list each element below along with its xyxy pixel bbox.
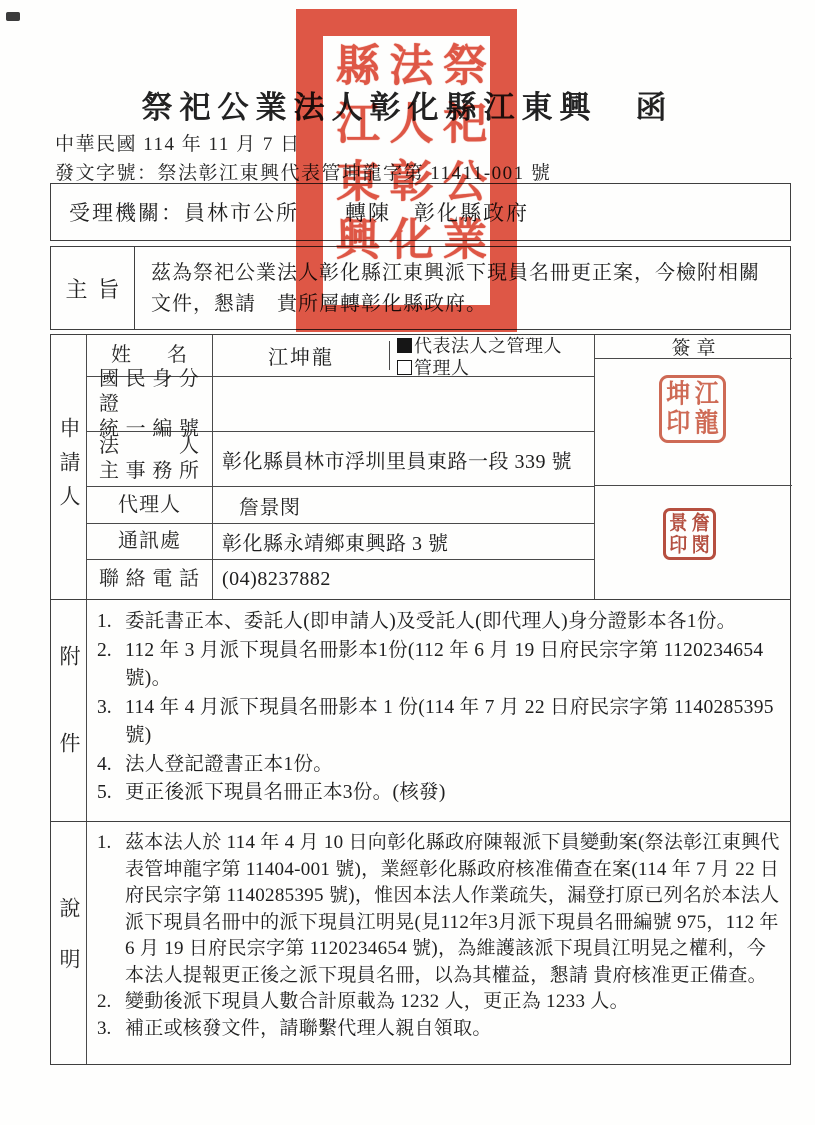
manager-type-option-manager xyxy=(397,358,594,378)
seal-char: 閔 xyxy=(691,534,710,556)
applicant-personal-seal xyxy=(659,375,726,443)
note-item-2 xyxy=(95,989,782,1016)
agent-label: 代理人 xyxy=(118,493,181,516)
seal-char: 龍 xyxy=(694,409,719,438)
manager-type-option-representative-label: 代表法人之管理人 xyxy=(414,335,562,356)
applicant-signature-cell xyxy=(595,359,792,486)
attachment-item-2 xyxy=(95,637,782,694)
table-row-phone xyxy=(87,560,594,599)
subject-text: 茲為祭祀公業法人彰化縣江東興派下現員名冊更正案，今檢附相關文件，懇請 貴所層轉彰化縣政府。 xyxy=(151,262,760,315)
note-item-text: 茲本法人於 114 年 4 月 10 日向彰化縣政府陳報派下員變動案(祭法彰江東興代表管坤龍字第 11404-001 號)，業經彰化縣政府核准備查在案(114 年 7 月 22 日府民宗字第 1140285395 號)，惟因本法人作業疏失，漏登打原已列名於本法人派下現員名冊中的派下現員江明晃(見112年3月派下現員名冊編號 975，112 年 6 月 19 日府民宗字第 1120234654 號)，為維護該派下現員江明晃之權利，今本法人提報更正後之派下現員名冊，以為其權益，懇請 貴府核准更正備查。 xyxy=(125,832,780,986)
name-value-cell xyxy=(213,335,594,376)
attachments-section-label xyxy=(51,645,87,819)
notes-divider-line xyxy=(51,821,790,822)
manager-type-option-representative xyxy=(397,336,594,356)
office-label-line1: 法人 xyxy=(99,435,200,457)
agent-label-cell xyxy=(87,487,213,523)
id-number-label-line1: 國民身分證 xyxy=(99,367,200,415)
phone-label: 聯絡電話 xyxy=(99,568,200,590)
id-number-label-cell xyxy=(87,367,213,440)
attachment-item-text: 112 年 3 月派下現員名冊影本1份(112 年 6 月 19 日府民宗字第 1120234654 號)。 xyxy=(125,639,764,689)
name-value: 江坤龍 xyxy=(213,341,390,370)
document-date: 中華民國 114 年 11 月 7 日 xyxy=(55,134,301,155)
note-item-1 xyxy=(95,830,782,989)
attachment-item-4 xyxy=(95,751,782,780)
attachment-item-text: 114 年 4 月派下現員名冊影本 1 份(114 年 7 月 22 日府民宗字第 1140285395 號) xyxy=(125,696,774,746)
office-label-cell xyxy=(87,432,213,486)
agent-signature-cell xyxy=(595,486,792,599)
id-number-label-line2: 統一編號 xyxy=(99,417,200,440)
note-item-3 xyxy=(95,1016,782,1043)
note-item-text: 補正或核發文件，請聯繫代理人親自領取。 xyxy=(125,1017,492,1039)
seal-char: 詹 xyxy=(691,512,710,534)
phone-value: (04)8237882 xyxy=(222,568,331,590)
manager-type-option-manager-label: 管理人 xyxy=(414,357,470,378)
attachment-item-text: 委託書正本、委託人(即申請人)及受託人(即代理人)身分證影本各1份。 xyxy=(125,611,737,632)
attachment-item-number: 2. xyxy=(97,639,112,661)
seal-column: 法人彰化 xyxy=(382,42,432,274)
table-side-column xyxy=(51,335,87,1064)
receiving-agency-text: 受理機關：員林市公所 轉陳 彰化縣政府 xyxy=(69,201,529,225)
subject-label: 主旨 xyxy=(51,247,135,329)
phone-label-cell xyxy=(87,560,213,599)
checkbox-unchecked-icon xyxy=(397,360,412,375)
seal-char: 景 xyxy=(669,512,688,534)
attachments-section-label-text: 附件 xyxy=(57,645,81,819)
signature-column xyxy=(594,335,792,599)
note-item-number: 2. xyxy=(97,991,112,1012)
note-item-text: 變動後派下現員人數合計原載為 1232 人，更正為 1233 人。 xyxy=(125,991,629,1012)
contact-address-label-cell xyxy=(87,524,213,559)
applicant-info-grid xyxy=(87,335,594,599)
seal-char: 江 xyxy=(694,380,719,409)
document-title: 祭祀公業法人彰化縣江東興 函 xyxy=(141,90,674,125)
signature-header: 簽章 xyxy=(595,335,792,359)
office-value: 彰化縣員林市浮圳里員東路一段 339 號 xyxy=(222,450,572,473)
attachment-item-5 xyxy=(95,779,782,808)
manager-type-cell xyxy=(390,334,594,378)
seal-char: 印 xyxy=(666,409,691,438)
seal-column: 縣江東興 xyxy=(328,42,378,274)
note-item-number: 1. xyxy=(97,832,112,853)
agent-value: 詹景閔 xyxy=(239,496,301,519)
official-seal-script xyxy=(323,36,490,305)
notes-section-label-text: 說明 xyxy=(57,897,81,999)
attachments-list xyxy=(87,599,792,821)
attachment-item-text: 法人登記證書正本1份。 xyxy=(125,753,334,775)
table-row-contact-address xyxy=(87,524,594,560)
agent-personal-seal xyxy=(663,508,716,560)
applicant-section-label xyxy=(51,417,87,519)
attachment-item-3 xyxy=(95,694,782,751)
table-row-office xyxy=(87,432,594,487)
seal-column: 祭祀公業 xyxy=(436,42,485,274)
seal-char: 坤 xyxy=(666,380,691,409)
contact-address-label: 通訊處 xyxy=(118,530,181,552)
notes-list xyxy=(87,821,792,1066)
office-label-line2: 主事務所 xyxy=(99,460,200,482)
id-number-value xyxy=(213,377,594,431)
attachment-item-1 xyxy=(95,608,782,637)
note-item-number: 3. xyxy=(97,1017,112,1039)
attachments-divider-line xyxy=(51,599,790,600)
attachment-item-number: 4. xyxy=(97,753,112,775)
applicant-section-label-text: 申請人 xyxy=(57,417,81,519)
table-row-agent xyxy=(87,487,594,524)
checkbox-checked-icon xyxy=(397,338,412,353)
official-corporation-seal xyxy=(296,9,517,332)
attachment-item-number: 1. xyxy=(97,611,112,632)
document-number: 發文字號：祭法彰江東興代表管坤龍字第 11411-001 號 xyxy=(55,163,552,184)
attachment-item-number: 5. xyxy=(97,782,112,803)
seal-char: 印 xyxy=(669,534,688,556)
contact-address-value: 彰化縣永靖鄉東興路 3 號 xyxy=(222,533,449,555)
name-label: 姓名 xyxy=(111,344,188,366)
attachment-item-text: 更正後派下現員名冊正本3份。(核發) xyxy=(125,782,446,803)
notes-section-label xyxy=(51,897,87,999)
attachment-item-number: 3. xyxy=(97,696,112,718)
application-table xyxy=(50,334,791,1065)
scan-artifact xyxy=(6,12,20,21)
